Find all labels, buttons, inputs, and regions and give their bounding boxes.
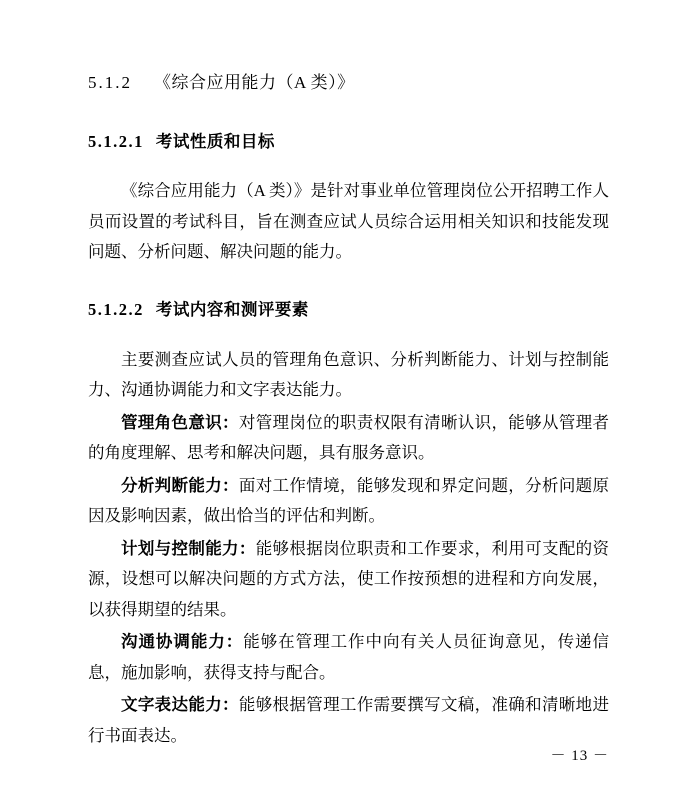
subsection-heading-1-title: 考试性质和目标 xyxy=(155,131,275,151)
page-number: － 13 － xyxy=(550,748,609,764)
paragraph-lead: 沟通协调能力： xyxy=(121,632,244,652)
subsection-heading-2-title: 考试内容和测评要素 xyxy=(155,299,309,319)
paragraph-text: 能够在管理工作中向有关人员征询意见，传递信息，施加影响，获得支持与配合。 xyxy=(88,632,610,682)
paragraph-lead: 分析判断能力： xyxy=(121,475,239,495)
paragraph-lead: 文字表达能力： xyxy=(121,695,239,715)
paragraph xyxy=(88,627,609,688)
paragraph-text: 能够根据岗位职责和工作要求，利用可支配的资源，设想可以解决问题的方式方法，使工作按预想的进程和方向发展，以获得期望的结果。 xyxy=(88,538,610,619)
spacer xyxy=(88,282,609,298)
paragraph-text: 能够根据管理工作需要撰写文稿，准确和清晰地进行书面表达。 xyxy=(88,695,610,745)
subsection-heading-1-number: 5.1.2.1 xyxy=(88,131,144,151)
paragraph xyxy=(88,176,609,268)
paragraph-lead: 管理角色意识： xyxy=(121,412,239,432)
subsection-heading-1 xyxy=(88,130,609,155)
subsection-heading-2-number: 5.1.2.2 xyxy=(88,299,144,319)
paragraph xyxy=(88,345,609,406)
paragraph-text: 面对工作情境，能够发现和界定问题，分析问题原因及影响因素，做出恰当的评估和判断。 xyxy=(88,475,610,526)
section-heading xyxy=(88,70,609,96)
paragraph xyxy=(88,534,609,626)
paragraph xyxy=(88,690,609,751)
paragraph xyxy=(88,408,609,469)
section-heading-number: 5.1.2 xyxy=(88,73,132,92)
paragraph-lead: 计划与控制能力： xyxy=(121,538,256,558)
subsection-heading-2 xyxy=(88,298,609,323)
section-heading-title: 《综合应用能力（A 类）》 xyxy=(154,73,355,92)
paragraph-text: 主要测查应试人员的管理角色意识、分析判断能力、计划与控制能力、沟通协调能力和文字表达能力。 xyxy=(88,349,609,400)
paragraph xyxy=(88,471,609,532)
paragraph-text: 对管理岗位的职责权限有清晰认识，能够从管理者的角度理解、思考和解决问题，具有服务意识。 xyxy=(88,412,610,463)
paragraph-text: 《综合应用能力（A 类）》是针对事业单位管理岗位公开招聘工作人员而设置的考试科目，旨在测查应试人员综合运用相关知识和技能发现问题、分析问题、解决问题的能力。 xyxy=(88,181,609,262)
